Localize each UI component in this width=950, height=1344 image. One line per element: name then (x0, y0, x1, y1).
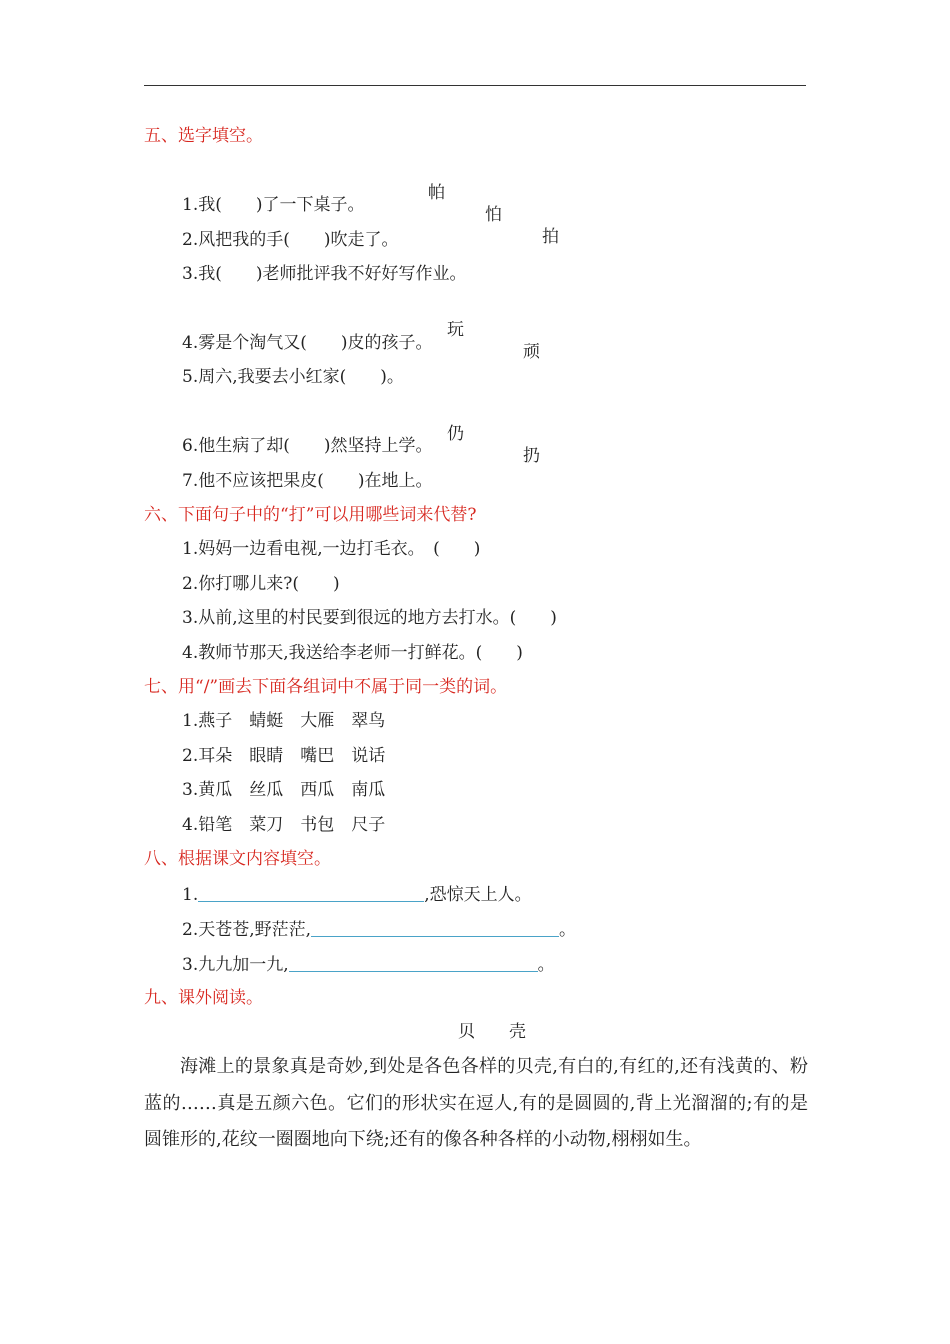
question-7-3: 3.黄瓜 丝瓜 西瓜 南瓜 (182, 780, 386, 800)
question-8-1-prefix: 1. (182, 885, 199, 905)
question-6-3: 3.从前,这里的村民要到很远的地方去打水。( ) (182, 608, 557, 628)
choice: 帕 (428, 183, 445, 203)
question-7-1: 1.燕子 蜻蜓 大雁 翠鸟 (182, 711, 386, 731)
section-9-title: 九、课外阅读。 (144, 988, 263, 1008)
question-8-3-prefix: 3.九九加一九, (182, 955, 289, 975)
choice: 扔 (523, 446, 540, 466)
question-5-2: 2.风把我的手( )吹走了。 (182, 230, 399, 250)
reading-title: 贝 壳 (458, 1022, 526, 1042)
question-8-2-prefix: 2.天苍苍,野茫茫, (182, 920, 312, 940)
question-6-2: 2.你打哪儿来?( ) (182, 574, 340, 594)
question-8-2 (182, 918, 576, 941)
question-5-5: 5.周六,我要去小红家( )。 (182, 367, 404, 387)
section-8-title: 八、根据课文内容填空。 (144, 849, 331, 869)
question-8-2-suffix: 。 (559, 920, 577, 940)
choice: 顽 (523, 342, 540, 362)
answer-blank-3[interactable] (289, 953, 538, 972)
question-5-7: 7.他不应该把果皮( )在地上。 (182, 471, 433, 491)
question-5-4: 4.雾是个淘气又( )皮的孩子。 (182, 333, 433, 353)
choice: 拍 (542, 227, 559, 247)
answer-blank-1[interactable] (198, 883, 424, 902)
question-5-6: 6.他生病了却( )然坚持上学。 (182, 436, 433, 456)
question-8-3 (182, 953, 555, 976)
section-6-title: 六、下面句子中的“打”可以用哪些词来代替? (144, 505, 477, 525)
word-choices-1 (390, 160, 590, 248)
answer-blank-2[interactable] (311, 918, 559, 937)
section-7-title: 七、用“/”画去下面各组词中不属于同一类的词。 (144, 677, 508, 697)
question-8-1 (182, 883, 532, 906)
question-5-3: 3.我( )老师批评我不好好写作业。 (182, 264, 467, 284)
question-7-4: 4.铅笔 菜刀 书包 尺子 (182, 815, 386, 835)
question-6-4: 4.教师节那天,我送给李老师一打鲜花。( ) (182, 643, 523, 663)
section-5-title: 五、选字填空。 (144, 126, 263, 146)
question-7-2: 2.耳朵 眼睛 嘴巴 说话 (182, 746, 386, 766)
question-5-1: 1.我( )了一下桌子。 (182, 195, 365, 215)
header-rule (144, 85, 806, 86)
question-8-1-suffix: ,恐惊天上人。 (424, 885, 532, 905)
question-8-3-suffix: 。 (537, 955, 555, 975)
choice: 怕 (485, 205, 502, 225)
choice: 玩 (447, 320, 464, 340)
word-choices-3 (390, 401, 590, 467)
choice: 仍 (447, 424, 464, 444)
reading-paragraph: 海滩上的景象真是奇妙,到处是各色各样的贝壳,有白的,有红的,还有浅黄的、粉蓝的……真是五颜六色。它们的形状实在逗人,有的是圆圆的,背上光溜溜的;有的是圆锥形的,花纹一圈圈地向下绕;还有的像各种各样的小动物,栩栩如生。 (144, 1056, 808, 1150)
question-6-1: 1.妈妈一边看电视,一边打毛衣。 ( ) (182, 539, 481, 559)
